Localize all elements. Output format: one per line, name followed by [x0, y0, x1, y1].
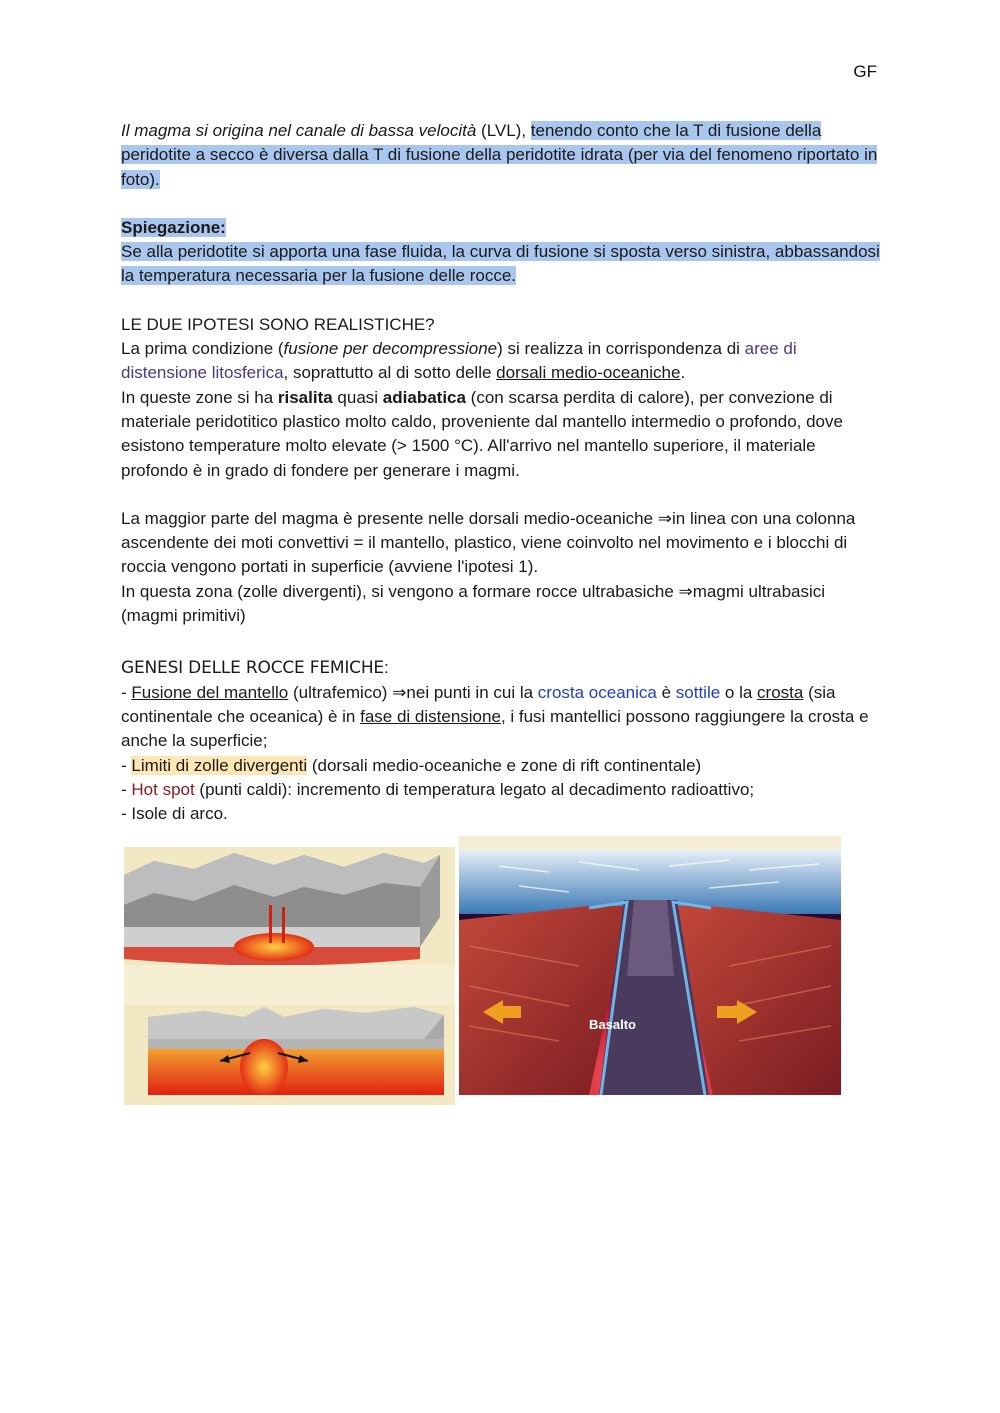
maggior-parte-paragraph-2: In questa zona (zolle divergenti), si vengono a formare rocce ultrabasiche ⇒magmi ultrabasici (magmi primitivi) — [121, 581, 826, 626]
document-body — [121, 119, 881, 826]
spiegazione-title — [121, 216, 881, 240]
purple-run: aree di distensione litosferica — [121, 339, 797, 383]
genesi-item-1 — [121, 681, 881, 754]
underline-run: fase di distensione — [360, 706, 501, 726]
realistiche-paragraph-1 — [121, 337, 881, 386]
genesi-title — [121, 656, 881, 680]
text-run: In queste zone si ha — [121, 387, 278, 407]
realistiche-paragraph-2 — [121, 386, 881, 483]
text-run: - — [121, 779, 132, 799]
text-run: , i fusi mantellici possono raggiungere la crosta e anche la superficie; — [121, 706, 869, 751]
mid-ocean-ridge-illustration — [459, 836, 841, 1095]
text-run: La prima condizione ( — [121, 339, 284, 359]
rift-diagram-illustration — [124, 847, 455, 1105]
text-run: o la — [720, 682, 758, 702]
intro-paragraph — [121, 119, 881, 192]
spiegazione-text: Se alla peridotite si apporta una fase fluida, la curva di fusione si sposta verso sinistra, abbassandosi la temperatura necessaria per la fusione delle rocce. — [121, 242, 880, 286]
genesi-item-3 — [121, 778, 881, 802]
basalto-label: Basalto — [589, 1017, 636, 1032]
text-run: è — [656, 682, 676, 702]
intro-italic: Il magma si origina nel canale di bassa velocità — [121, 121, 477, 140]
intro-highlight: tenendo conto che la T di fusione della peridotite a secco è diversa dalla T di fusione della peridotite idrata (per via del fenomeno riportato in foto). — [121, 121, 878, 189]
bold-run: adiabatica — [382, 387, 466, 407]
genesi-title-text: GENESI DELLE ROCCE FEMICHE — [121, 658, 384, 679]
spiegazione-title-text: Spiegazione: — [121, 217, 226, 237]
blue-run: crosta oceanica — [537, 682, 657, 702]
text-run: (con scarsa perdita di calore), per convezione di materiale peridotitico plastico molto caldo, proveniente dal mantello intermedio o profondo, dove esistono temperature molto elevate (> 1500 °C). All'arrivo nel mantello superiore, il materiale profondo è in grado di fondere per generare i magmi. — [121, 387, 843, 480]
text-run: (punti caldi): incremento di temperatura legato al decadimento radioattivo; — [194, 779, 755, 799]
maggior-parte-paragraph-1: La maggior parte del magma è presente nelle dorsali medio-oceaniche ⇒in linea con una colonna ascendente dei moti convettivi = il mantello, plastico, viene coinvolto nel movimento e i blocchi di roccia vengono portati in superficie (avviene l'ipotesi 1). — [121, 508, 856, 577]
text-run: . — [680, 363, 686, 383]
rift-diagram-figure — [124, 847, 455, 1105]
page-header-initials: GF — [853, 62, 877, 81]
text-run: (dorsali medio-oceaniche e zone di rift continentale) — [307, 755, 702, 775]
text-run: (sia continentale che oceanica) è in — [121, 682, 836, 726]
text-run: - — [121, 682, 132, 702]
red-run: Hot spot — [131, 779, 195, 799]
text-run: : — [383, 658, 389, 678]
genesi-item-2 — [121, 754, 881, 778]
text-run: (ultrafemico) ⇒nei punti in cui la — [288, 682, 538, 702]
underline-run: dorsali medio-oceaniche — [496, 363, 681, 383]
italic-run: fusione per decompressione — [283, 339, 498, 359]
text-run: , soprattutto al di sotto delle — [283, 363, 497, 383]
yellow-highlight-run: Limiti di zolle divergenti — [131, 755, 308, 775]
bold-run: risalita — [277, 387, 333, 407]
realistiche-title: LE DUE IPOTESI SONO REALISTICHE? — [121, 314, 435, 334]
mid-ocean-ridge-figure — [459, 836, 841, 1095]
text-run: - — [121, 755, 132, 775]
underline-run: Fusione del mantello — [131, 682, 289, 702]
blue-run: sottile — [675, 682, 721, 702]
text-run: ) si realizza in corrispondenza di — [497, 339, 745, 359]
intro-plain: (LVL), — [476, 121, 531, 140]
spiegazione-paragraph — [121, 240, 881, 289]
underline-run: crosta — [757, 682, 804, 702]
text-run: quasi — [332, 387, 383, 407]
genesi-item-4: - Isole di arco. — [121, 804, 228, 824]
